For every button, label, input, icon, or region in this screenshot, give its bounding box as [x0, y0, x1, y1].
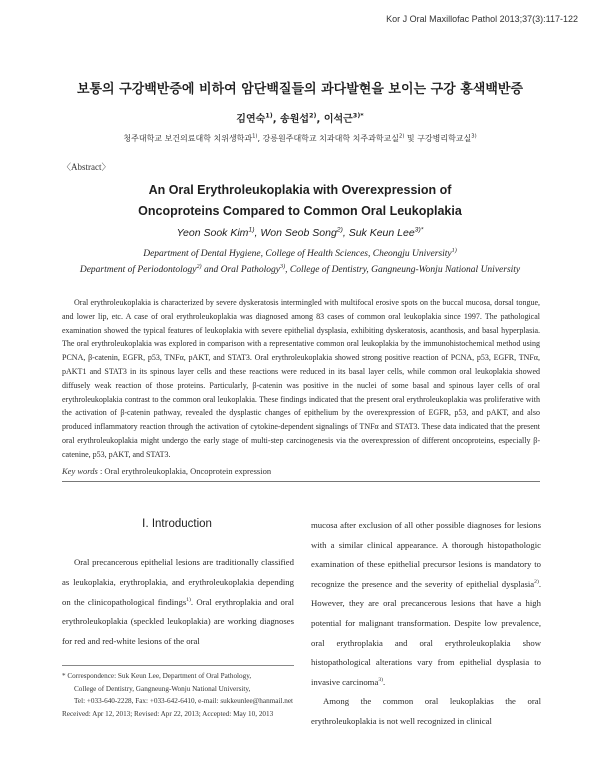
- body-paragraph-continued: [311, 516, 541, 692]
- footnote-divider: [62, 665, 294, 666]
- keywords-text: : Oral erythroleukoplakia, Oncoprotein expression: [97, 466, 272, 476]
- author-en-3-marker: 3)*: [414, 226, 424, 234]
- affiliation-ko-2-marker: 2): [399, 133, 405, 140]
- affiliation-en-3-marker: 3): [279, 263, 286, 270]
- affiliation-ko-2: 강릉원주대학교 치과대학 치주과학교실: [262, 134, 400, 143]
- author-ko-2-marker: 2): [309, 111, 317, 120]
- author-en-2: Won Seob Song: [260, 227, 337, 239]
- affiliation-en-line-2: [0, 262, 600, 278]
- body-paragraph: Among the common oral leukoplakias the oral erythroleukoplakia is not well recognized in clinical: [311, 696, 541, 726]
- english-title: [0, 180, 600, 222]
- affiliation-en-line-1: [0, 246, 600, 262]
- korean-title: 보통의 구강백반증에 비하여 암단백질들의 과다발현을 보이는 구강 홍색백반증: [76, 82, 524, 97]
- footnote-line-4: Received: Apr 12, 2013; Revised: Apr 22, 2013; Accepted: May 10, 2013: [62, 709, 274, 718]
- author-separator: ,: [342, 227, 349, 239]
- abstract-label: 〈Abstract〉: [62, 162, 111, 172]
- affiliation-en-2-marker: 2): [196, 263, 202, 270]
- author-en-1-marker: 1): [248, 226, 255, 234]
- section-heading-introduction: Ⅰ. Introduction: [142, 518, 212, 530]
- citation-marker: 3): [378, 676, 384, 683]
- author-ko-3: 이석근: [323, 114, 353, 125]
- footnote-line-3: Tel: +033-640-2228, Fax: +033-642-6410, e-mail: sukkeunlee@hanmail.net: [74, 697, 294, 705]
- journal-reference: Kor J Oral Maxillofac Pathol 2013;37(3):117-122: [386, 14, 578, 24]
- author-en-2-marker: 2): [336, 226, 343, 234]
- footnote-line-1: * Correspondence: Suk Keun Lee, Department of Oral Pathology,: [62, 672, 252, 680]
- author-separator: ,: [272, 114, 281, 125]
- affiliation-en-3: and Oral Pathology: [201, 265, 280, 275]
- affiliation-separator: ,: [257, 134, 263, 143]
- author-ko-2: 송원섭: [280, 114, 310, 125]
- left-column-body: [62, 553, 294, 652]
- english-title-line-2: Oncoproteins Compared to Common Oral Leukoplakia: [138, 204, 462, 218]
- affiliation-en-4: , College of Dentistry, Gangneung-Wonju National University: [285, 265, 521, 275]
- affiliation-ko-1: 청주대학교 보건의료대학 치위생학과: [123, 134, 253, 143]
- citation-marker: 1): [186, 596, 191, 603]
- korean-authors: [0, 110, 600, 125]
- affiliation-ko-3-marker: 3): [471, 133, 477, 140]
- abstract-body: Oral erythroleukoplakia is characterized by severe dyskeratosis intermingled with multifocal erosive spots on the buccal mucosa, dorsal tongue, and lower lip, etc. A case of oral erythroleukoplakia was diagnosed among 83 cases of common oral leukoplakia since 1997. The pathological examination showed the typical features of leukoplakia with severe epithelial dysplasia, exhibiting dyskeratosis, acanthosis, and basal hyperplasia. The oral erythroleukoplakia was explored in comparison with a representative common oral leukoplakia by the immunohistochemical method using PCNA, β-catenin, EGFR, p53, TNFα, pAKT, and STAT3. Oral erythroleukoplakia showed strong positive reaction of PCNA, p53, EGFR, TNFα, pAKT1 and STAT3 in its spinous layer cells and these reactions were reduced in its basal layer cells, while common oral leukoplakia showed diffusely weak reaction of those proteins. Particularly, β-catenin was positive in the nuclei of some basal and spinous layer cells of oral erythroleukoplakia contrast to the common oral leukoplakia. These findings indicated that the present oral erythroleukoplakia was proliferative with the activation of β-catenin pathway, revealed the dysplastic changes of epithelium by the overexpression of EGFR, p53, and pAKT, and also produced inflammatory reaction through the activation of cytokine-dependent signalings of TNFα and STAT3. These data indicated that the present oral erythroleukoplakia might undergo the early stage of multi-step carcinogenesis via the overexpression of different oncoproteins, especially β-catenine, p53, pAKT, and STAT3.: [62, 298, 540, 459]
- author-ko-1: 김연숙: [236, 114, 266, 125]
- keywords-label: Key words: [62, 466, 98, 476]
- author-ko-3-marker: 3)*: [352, 111, 364, 120]
- body-text-1: mucosa after exclusion of all other possible diagnoses for lesions with a similar clinical appearance. A thorough histopathologic examination of these epithelial precursor lesions is mandatory to recognize the presence and the severity of epithelial dysplasia: [311, 520, 541, 589]
- body-text-2: . However, they are oral precancerous lesions that have a high potential for malignant transformation. Despite low prevalence, oral erythroplakia and oral erythroleukoplakia show histopathological alterations vary from epithelial dysplasia to invasive carcinoma: [311, 578, 541, 687]
- citation-marker: 2): [534, 578, 539, 585]
- correspondence-footnote: [62, 670, 298, 720]
- keywords: [62, 466, 271, 476]
- author-separator: ,: [254, 227, 261, 239]
- author-separator: ,: [316, 114, 324, 125]
- korean-affiliations: [0, 133, 600, 144]
- right-column-body: [311, 516, 541, 732]
- english-affiliations: [0, 246, 600, 278]
- body-text-3: .: [383, 676, 386, 687]
- intro-text-2: . Oral erythroplakia and oral erythroleukoplakia (speckled leukoplakia) are working diagnoses for red and red-white lesions of the oral: [62, 596, 294, 647]
- intro-text-1: Oral precancerous epithelial lesions are traditionally classified as leukoplakia, erythroplakia, and erythroleukoplakia depending on the clinicopathological findings: [62, 557, 294, 607]
- intro-paragraph: [62, 553, 294, 652]
- affiliation-en-2: Department of Periodontology: [79, 265, 197, 275]
- abstract-divider: [62, 481, 540, 482]
- affiliation-en-1: Department of Dental Hygiene, College of Health Sciences, Cheongju University: [143, 249, 452, 259]
- author-en-1: Yeon Sook Kim: [176, 227, 249, 239]
- english-authors: [0, 227, 600, 239]
- affiliation-conjunction: 및: [404, 134, 418, 143]
- affiliation-en-1-marker: 1): [451, 247, 457, 254]
- affiliation-ko-1-marker: 1): [252, 133, 258, 140]
- affiliation-ko-3: 구강병리학교실: [417, 134, 472, 143]
- english-title-line-1: An Oral Erythroleukoplakia with Overexpression of: [148, 183, 452, 197]
- footnote-line-2: College of Dentistry, Gangneung-Wonju National University,: [74, 684, 251, 693]
- author-en-3: Suk Keun Lee: [348, 227, 415, 239]
- author-ko-1-marker: 1): [265, 111, 273, 120]
